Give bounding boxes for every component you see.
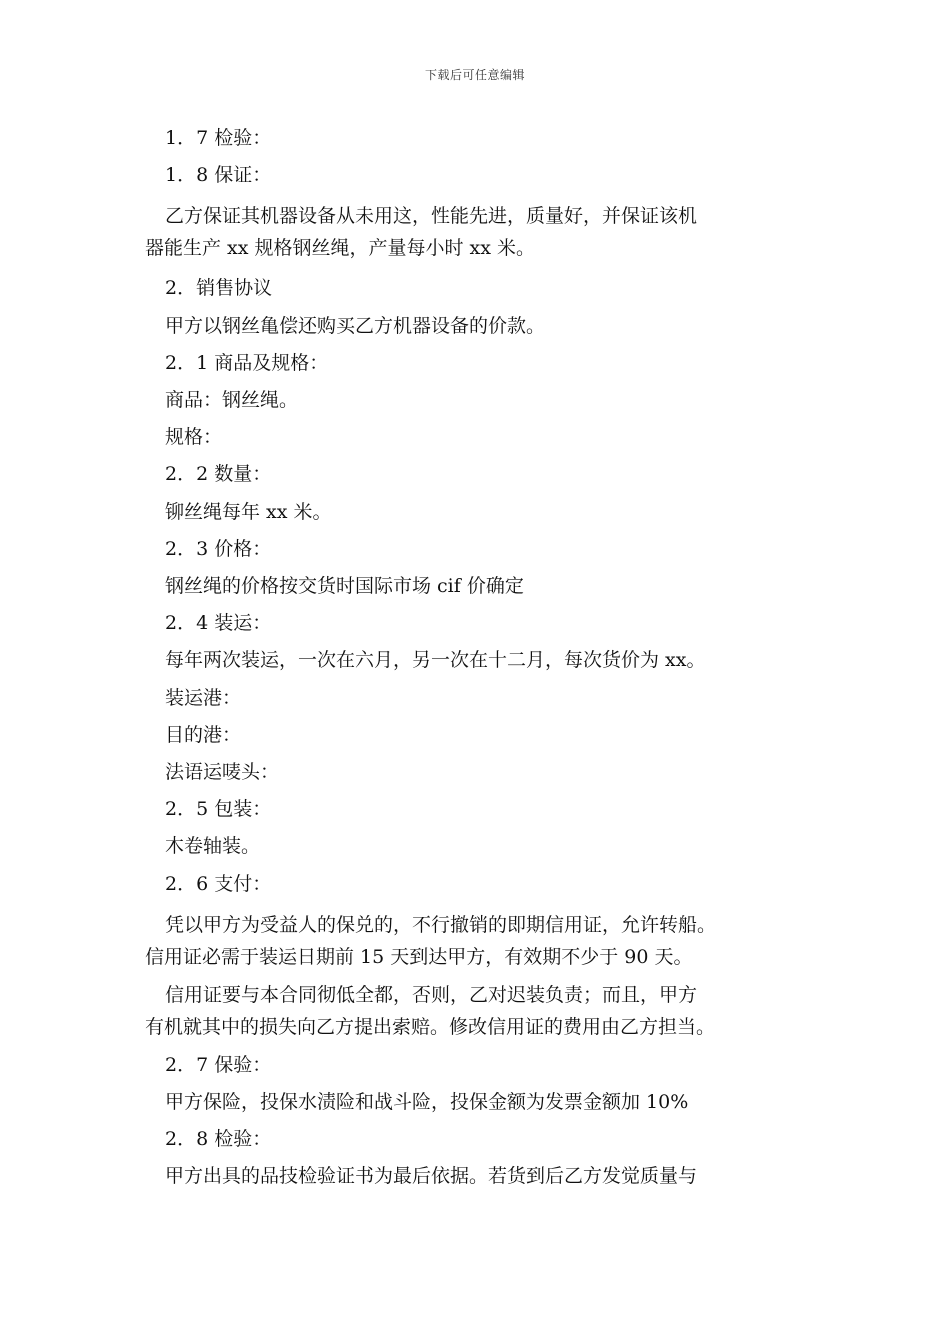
paragraph-line: 器能生产 xx 规格钢丝绳，产量每小时 xx 米。 — [145, 237, 536, 260]
text-line: 甲方以钢丝亀偿还购买乙方机器设备的价款。 — [165, 314, 546, 337]
header-note: 下载后可任意编辑 — [424, 68, 525, 82]
paragraph-line: 乙方保证其机器设备从未用这，性能先进，质量好，并保证该机 — [165, 205, 698, 228]
text-line: 规格： — [165, 426, 223, 449]
clause-2-4: 2．4 装运： — [165, 612, 272, 635]
text-line: 木卷轴装。 — [165, 835, 261, 858]
clause-2-7: 2．7 保验： — [165, 1053, 272, 1076]
text-line: 目的港： — [165, 723, 242, 746]
clause-2-5: 2．5 包装： — [165, 798, 272, 821]
paragraph-line: 信用证必需于装运日期前 15 天到达甲方，有效期不少于 90 天。 — [145, 945, 693, 968]
clause-2-1: 2．1 商品及规格： — [165, 351, 329, 374]
clause-2-8: 2．8 检验： — [165, 1128, 272, 1151]
text-line: 甲方出具的品技检验证书为最后依据。若货到后乙方发觉质量与 — [165, 1165, 698, 1188]
text-line: 法语运唛头： — [165, 761, 280, 784]
paragraph-line: 有机就其中的损失向乙方提出索赔。修改信用证的费用由乙方担当。 — [145, 1015, 716, 1038]
text-line: 每年两次装运，一次在六月，另一次在十二月，每次货价为 xx。 — [165, 649, 706, 672]
paragraph-credit — [145, 979, 825, 1043]
text-line: 钢丝绳的价格按交货时国际市场 cif 价确定 — [165, 575, 524, 598]
clause-2-3: 2．3 价格： — [165, 537, 272, 560]
clause-1-7: 1．7 检验： — [165, 127, 272, 149]
text-line: 甲方保险，投保水渍险和战斗险，投保金额为发票金额加 10% — [165, 1091, 689, 1114]
clause-2-2: 2．2 数量： — [165, 463, 272, 486]
paragraph-guarantee — [145, 200, 825, 264]
section-2-title: 2．销售协议 — [165, 277, 273, 300]
paragraph-line: 凭以甲方为受益人的保兑的，不行撤销的即期信用证，允许转船。 — [165, 913, 717, 936]
document-body — [145, 120, 825, 1196]
paragraph-payment — [145, 909, 825, 973]
text-line: 铆丝绳每年 xx 米。 — [165, 500, 332, 523]
clause-2-6: 2．6 支付： — [165, 872, 272, 895]
text-line: 商品：钢丝绳。 — [165, 389, 299, 412]
clause-1-8: 1．8 保证： — [165, 164, 272, 187]
text-line: 装运港： — [165, 686, 242, 709]
paragraph-line: 信用证要与本合同彻低全都，否则，乙对迟装负责；而且，甲方 — [165, 983, 698, 1006]
